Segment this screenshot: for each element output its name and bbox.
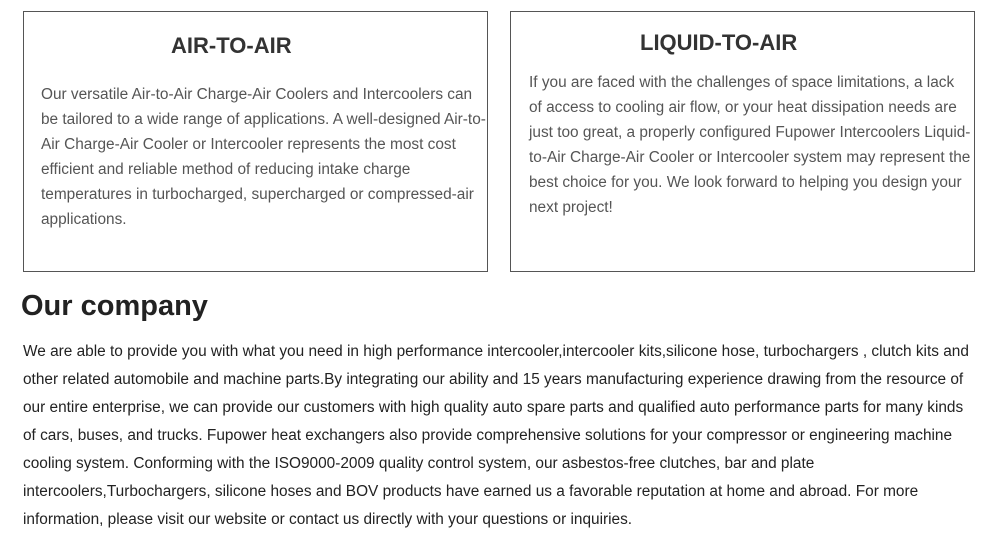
- liquid-to-air-description: If you are faced with the challenges of space limitations, a lack of access to cooling air flow, or your heat dissipation needs are just too great, a properly configured Fupower Intercoolers Liquid-to-Air Charge-Air Cooler or Intercooler system may represent the best choice for you. We look forward to helping you design your next project!: [529, 74, 971, 216]
- company-section-title: Our company: [21, 290, 208, 322]
- air-to-air-title: AIR-TO-AIR: [171, 33, 292, 58]
- air-to-air-description: Our versatile Air-to-Air Charge-Air Coolers and Intercoolers can be tailored to a wide range of applications. A well-designed Air-to-Air Charge-Air Cooler or Intercooler represents the most cost efficient and reliable method of reducing intake charge temperatures in turbocharged, supercharged or compressed-air applications.: [41, 86, 486, 228]
- liquid-to-air-title: LIQUID-TO-AIR: [640, 30, 798, 55]
- liquid-to-air-card: [510, 11, 975, 272]
- company-description: We are able to provide you with what you need in high performance intercooler,intercooler kits,silicone hose, turbochargers , clutch kits and other related automobile and machine parts.By integrating our ability and 15 years manufacturing experience drawing from the resource of our entire enterprise, we can provide our customers with high quality auto spare parts and qualified auto performance parts for many kinds of cars, buses, and trucks. Fupower heat exchangers also provide comprehensive solutions for your compressor or engineering machine cooling system. Conforming with the ISO9000-2009 quality control system, our asbestos-free clutches, bar and plate intercoolers,Turbochargers, silicone hoses and BOV products have earned us a favorable reputation at home and abroad. For more information, please visit our website or contact us directly with your questions or inquiries.: [23, 343, 969, 528]
- air-to-air-card: [23, 11, 488, 272]
